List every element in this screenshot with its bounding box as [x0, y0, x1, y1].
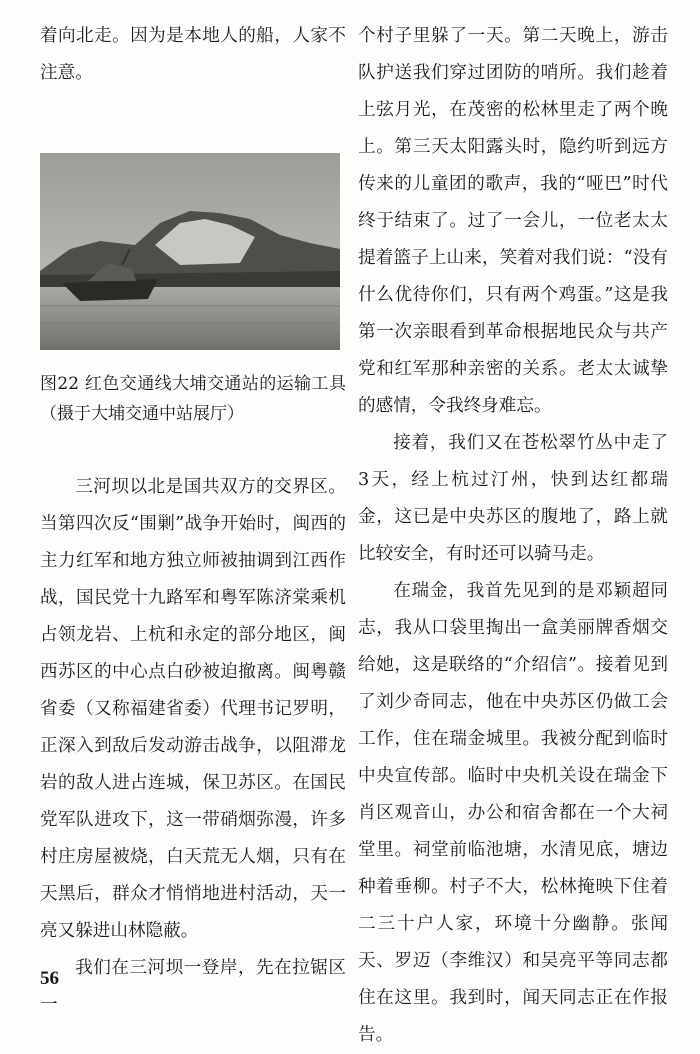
paragraph-left-1: 三河坝以北是国共双方的交界区。当第四次反“围剿”战争开始时，闽西的主力红军和地方独立师被抽调到江西作战，国民党十九路军和粤军陈济棠乘机占领龙岩、上杭和永定的部分地区，闽西苏区的中心点白砂被迫撤离。闽粤赣省委（又称福建省委）代理书记罗明，正深入到敌后发动游击战争，以阻滞龙岩的敌人进占连城，保卫苏区。在国民党军队进攻下，这一带硝烟弥漫，许多村庄房屋被烧，白天荒无人烟，只有在天黑后，群众才悄悄地进村活动，天一亮又躲进山林隐蔽。 [40, 477, 346, 941]
paragraph-left-2: 我们在三河坝一登岸，先在拉锯区一 [40, 958, 346, 1015]
paragraph-right-3: 在瑞金，我首先见到的是邓颖超同志，我从口袋里掏出一盒美丽牌香烟交给她，这是联络的“介绍信”。接着见到了刘少奇同志，他在中央苏区仍做工会工作，住在瑞金城里。我被分配到临时中央宣传部。临时中央机关设在瑞金下肖区观音山，办公和宿舍都在一个大祠堂里。祠堂前临池塘，水清见底，塘边种着垂柳。村子不大，松林掩映下住着二三十户人家，环境十分幽静。张闻天、罗迈（李维汉）和吴亮平等同志都住在这里。我到时，闻天同志正在作报告。 [358, 581, 668, 1045]
left-column [40, 18, 346, 1024]
figure-caption: 图22 红色交通线大埔交通站的运输工具（摄于大埔交通中站展厅） [40, 374, 346, 424]
paragraph-left-0: 着向北走。因为是本地人的船，人家不注意。 [40, 26, 346, 83]
page-number: 56 [40, 968, 59, 989]
paragraph-right-2: 接着，我们又在苍松翠竹丛中走了3天，经上杭过汀州，快到达红都瑞金，这已是中央苏区的腹地了，路上就比较安全，有时还可以骑马走。 [358, 433, 668, 564]
right-column [358, 18, 668, 1054]
boat-photo-image [40, 153, 340, 350]
historic-boat-photo [40, 153, 340, 350]
section-gap [40, 429, 346, 469]
paragraph-right-1: 个村子里躲了一天。第二天晚上，游击队护送我们穿过团防的哨所。我们趁着上弦月光，在茂密的松林里走了两个晚上。第三天太阳露头时，隐约听到远方传来的儿童团的歌声，我的“哑巴”时代终于结束了。过了一会儿，一位老太太提着篮子上山来，笑着对我们说：“没有什么优待你们，只有两个鸡蛋。”这是我第一次亲眼看到革命根据地民众与共产党和红军那种亲密的关系。老太太诚挚的感情，令我终身难忘。 [358, 26, 668, 416]
